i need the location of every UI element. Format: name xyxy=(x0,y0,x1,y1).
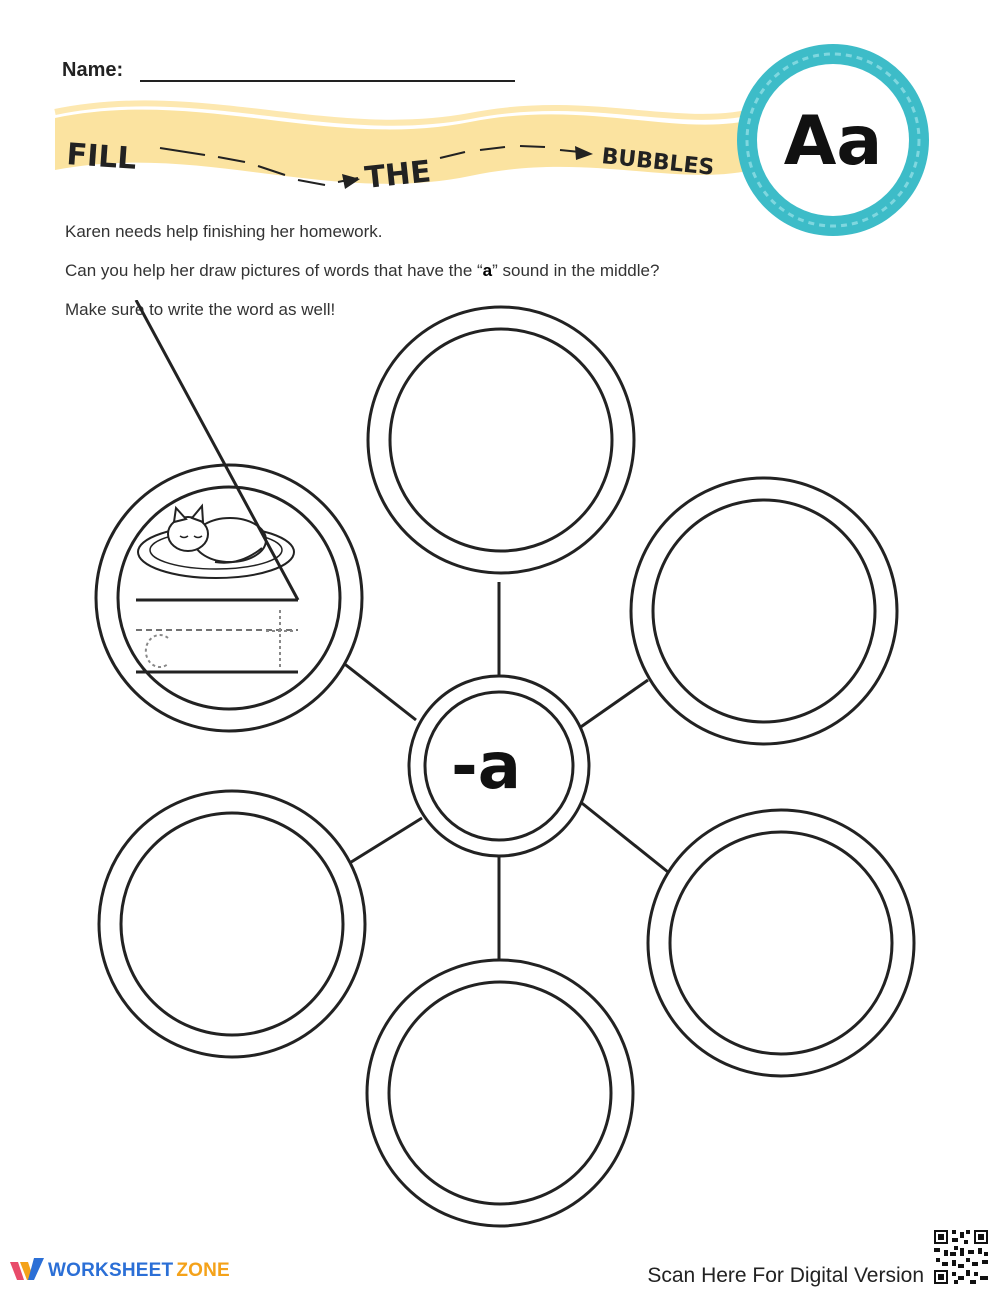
logo-text-zone: ZONE xyxy=(176,1260,230,1281)
instruction-line-2: Can you help her draw pictures of words that have the “a” sound in the middle? xyxy=(65,261,660,280)
logo-icon xyxy=(8,1256,48,1286)
center-label: -a xyxy=(451,730,521,804)
banner-word-the: THE xyxy=(363,154,433,196)
bubble-top[interactable] xyxy=(368,307,634,573)
name-label: Name: xyxy=(62,59,124,81)
instruction-line-1: Karen needs help finishing her homework. xyxy=(65,222,383,241)
center-bubble xyxy=(409,676,589,856)
badge-letters: Aa xyxy=(783,102,883,181)
bubble-lower-right[interactable] xyxy=(648,810,914,1076)
bubble-upper-right[interactable] xyxy=(631,478,897,744)
instruction-line-3: Make sure to write the word as well! xyxy=(65,300,336,319)
bubble-example-cat xyxy=(96,300,362,731)
worksheet-zone-logo[interactable] xyxy=(8,1256,230,1286)
qr-code-icon[interactable] xyxy=(932,1228,990,1286)
bubble-lower-left[interactable] xyxy=(99,791,365,1057)
logo-text-worksheet: WORKSHEET xyxy=(48,1260,174,1281)
bubble-diagram xyxy=(0,300,1000,1230)
banner-word-bubbles: BUBBLES xyxy=(600,144,716,181)
scan-text: Scan Here For Digital Version xyxy=(647,1264,924,1287)
bubble-bottom[interactable] xyxy=(367,960,633,1226)
banner-word-fill: FILL xyxy=(65,137,138,177)
